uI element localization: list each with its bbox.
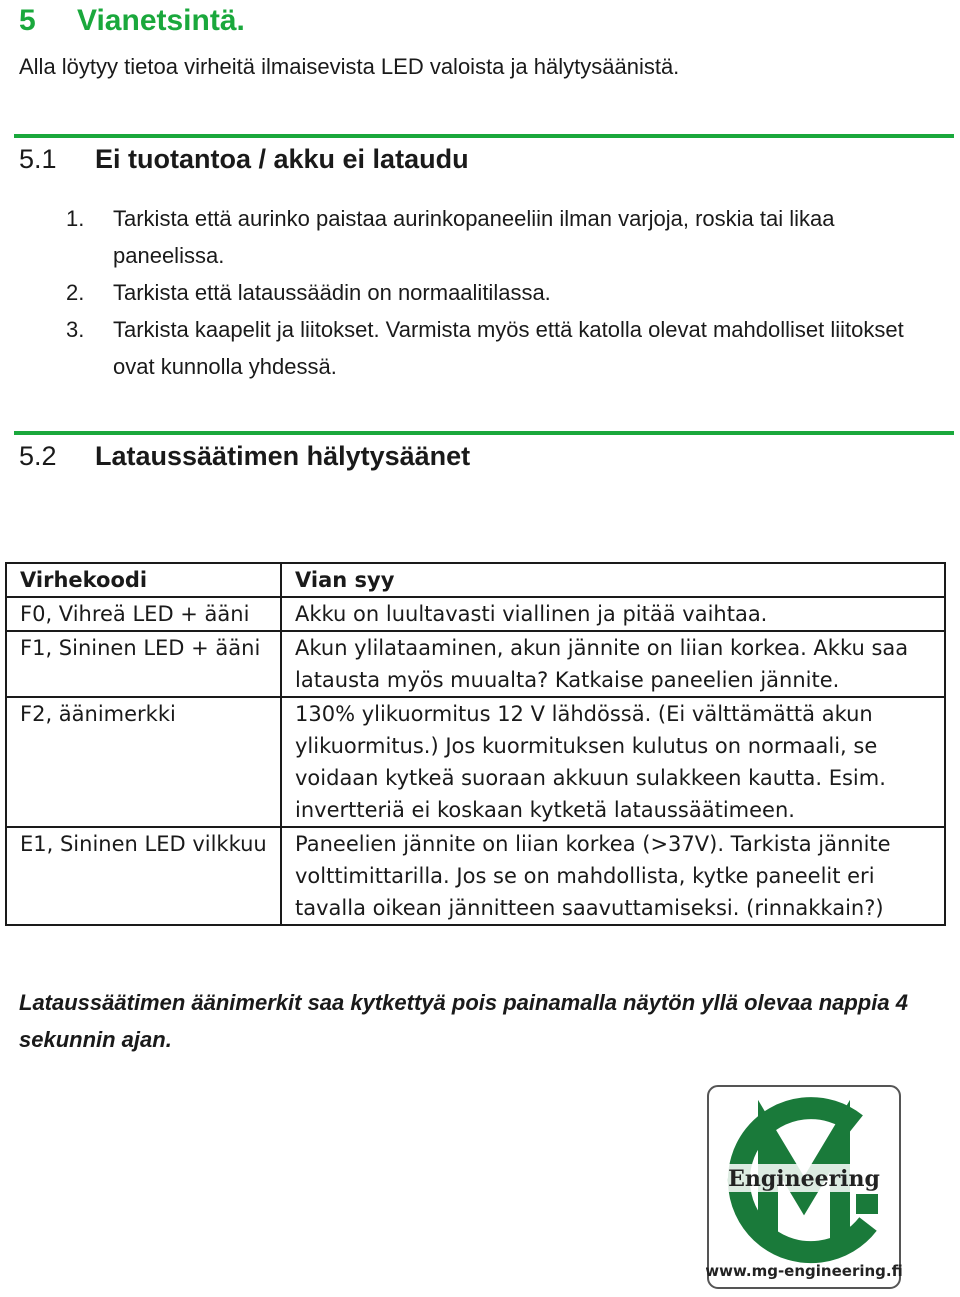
- subsection-number: 5.1: [19, 144, 57, 174]
- error-cause: Paneelien jännite on liian korkea (>37V). Tarkista jännite volttimittarilla. Jos se on mahdollista, kytke paneelit eri tavalla oikean jännitteen saavuttamiseksi. (rinnakkain?): [281, 827, 945, 925]
- table-row: [6, 597, 945, 631]
- subsection-number: 5.2: [19, 441, 57, 471]
- error-code-table: [5, 562, 946, 926]
- error-cause: 130% ylikuormitus 12 V lähdössä. (Ei välttämättä akun ylikuormitus.) Jos kuormituksen kulutus on normaali, se voidaan kytkeä suoraan akkuun sulakkeen kautta. Esim. invertteriä ei koskaan kytketä lataussäätimeen.: [281, 697, 945, 827]
- logo-url: www.mg-engineering.fi: [706, 1262, 902, 1280]
- section-number: 5: [19, 4, 36, 37]
- error-cause: Akku on luultavasti viallinen ja pitää vaihtaa.: [281, 597, 945, 631]
- subsection-heading-5-2: [19, 441, 470, 472]
- error-cause: Akun ylilataaminen, akun jännite on liian korkea. Akku saa latausta myös muualta? Katkaise paneelien jännite.: [281, 631, 945, 697]
- section-heading: [19, 4, 245, 38]
- list-item: 2. Tarkista että lataussäädin on normaalitilassa.: [66, 280, 551, 305]
- column-header: Vian syy: [281, 563, 945, 597]
- table-header-row: [6, 563, 945, 597]
- troubleshooting-steps: [66, 200, 946, 385]
- section-title: Vianetsintä.: [77, 4, 245, 37]
- list-item: 3. Tarkista kaapelit ja liitokset. Varmista myös että katolla olevat mahdolliset liitokset ovat kunnolla yhdessä.: [66, 317, 904, 379]
- table-row: [6, 631, 945, 697]
- table-row: [6, 697, 945, 827]
- error-code: F2, äänimerkki: [6, 697, 281, 827]
- error-code: E1, Sininen LED vilkkuu: [6, 827, 281, 925]
- intro-text: Alla löytyy tietoa virheitä ilmaisevista LED valoista ja hälytysäänistä.: [19, 54, 680, 79]
- table-row: [6, 827, 945, 925]
- logo-word: Engineering: [728, 1166, 880, 1192]
- green-divider: [14, 134, 954, 138]
- error-code: F0, Vihreä LED + ääni: [6, 597, 281, 631]
- subsection-title: Lataussäätimen hälytysäänet: [95, 441, 471, 471]
- subsection-title: Ei tuotantoa / akku ei lataudu: [95, 144, 469, 174]
- mg-engineering-logo-icon: [706, 1084, 902, 1290]
- column-header: Virhekoodi: [6, 563, 281, 597]
- error-code: F1, Sininen LED + ääni: [6, 631, 281, 697]
- subsection-heading-5-1: [19, 144, 469, 175]
- green-divider: [14, 431, 954, 435]
- mute-note: Lataussäätimen äänimerkit saa kytkettyä pois painamalla näytön yllä olevaa nappia 4 sekunnin ajan.: [19, 990, 908, 1052]
- list-item: 1. Tarkista että aurinko paistaa aurinkopaneeliin ilman varjoja, roskia tai likaa paneelissa.: [66, 206, 835, 268]
